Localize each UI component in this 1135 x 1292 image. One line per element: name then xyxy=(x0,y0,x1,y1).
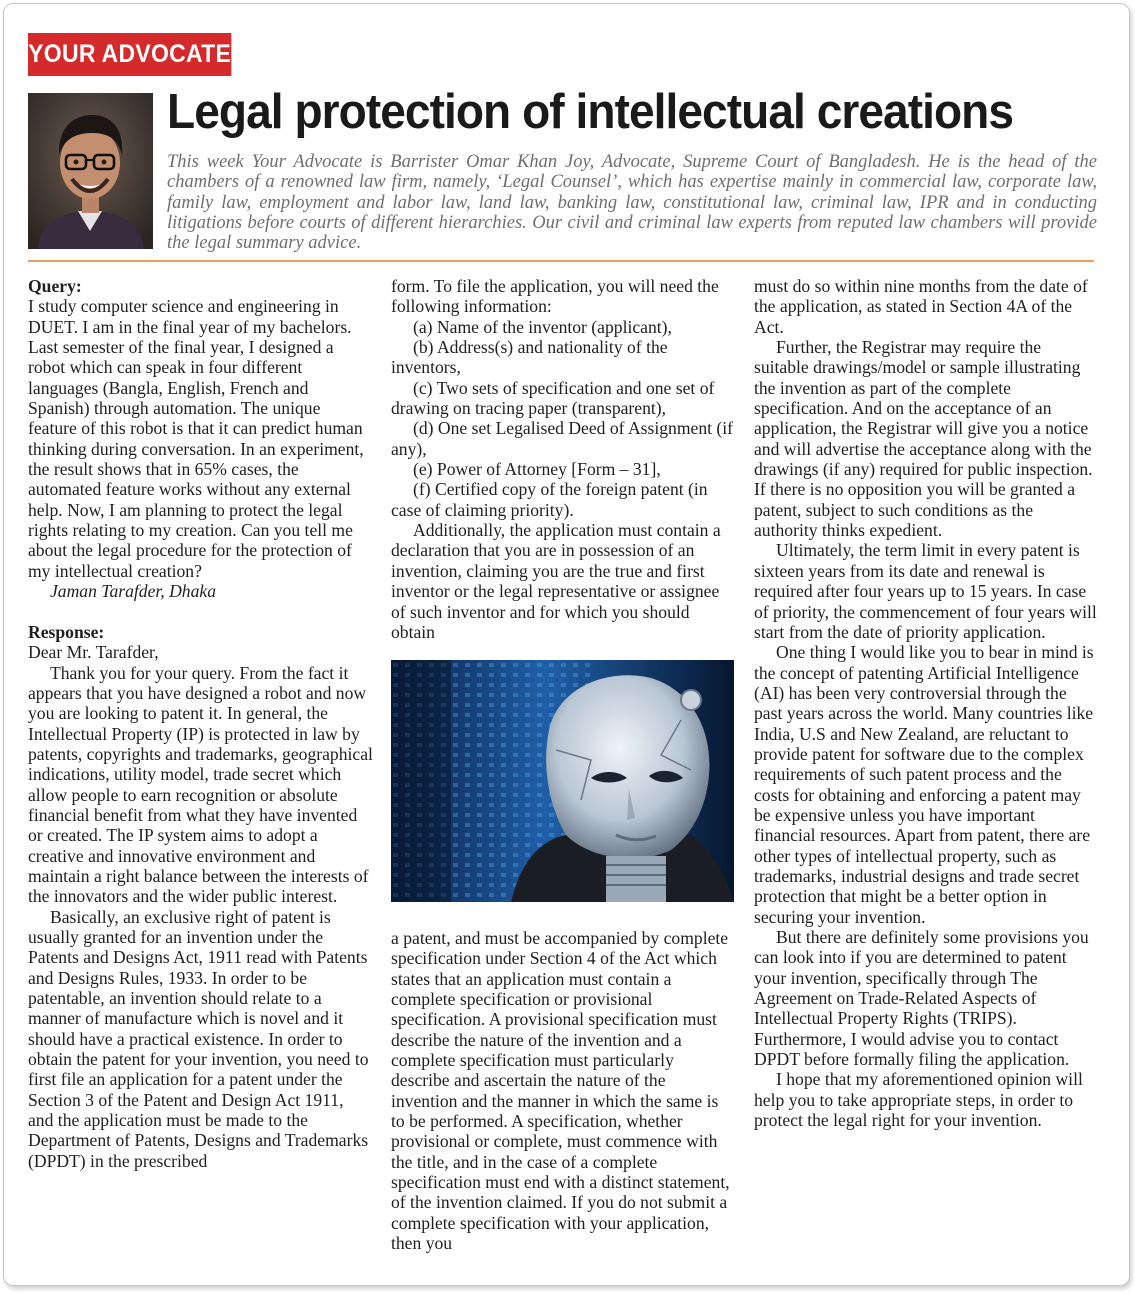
column-3-paragraph-3: One thing I would like you to bear in mind is the concept of patenting Artificial Intelligence (AI) has been very controversial through the past years across the world. Many countries like India, U.S and New Zealand, are reluctant to provide patent for software due to the complex requirements of such patent process and the costs for obtaining and enforcing a patent may be expensive unless you have important financial resources. Apart from patent, there are other types of intellectual property, such as trademarks, industrial designs and trade secret protection that might be a better option in securing your invention. xyxy=(754,642,1094,927)
query-text: I study computer science and engineering in DUET. I am in the final year of my bachelors. Last semester of the final year, I designed a robot which can speak in four different languages (Bangla, English, French and Spanish) through automation. The unique feature of this robot is that it can predict human thinking during conversation. In an experiment, the result shows that in 65% cases, the automated feature works without any external help. Now, I am planning to protect the legal rights relating to my creation. Can you tell me about the legal procedure for the protection of my intellectual creation? xyxy=(28,296,364,581)
intro-blurb: This week Your Advocate is Barrister Omar Khan Joy, Advocate, Supreme Court of Bangladesh. He is the head of the chambers of a renowned law firm, namely, ‘Legal Counsel’, which has expertise mainly in commercial law, corporate law, family law, employment and labor law, land law, banking law, constitutional law, criminal law, IPR and in conducting litigations before courts of different hierarchies. Our civil and criminal law experts from reputed law chambers will provide the legal summary advice. xyxy=(167,152,1097,254)
list-item: (e) Power of Attorney [Form – 31], xyxy=(413,459,661,480)
column-3 xyxy=(754,276,1099,1130)
column-2-bottom xyxy=(391,928,734,1254)
query-label: Query: xyxy=(28,276,82,296)
author-portrait-image xyxy=(28,93,153,249)
salutation: Dear Mr. Tarafder, xyxy=(28,642,159,663)
column-3-paragraph-1: Further, the Registrar may require the suitable drawings/model or sample illustrating the invention as part of the complete specification. And on the acceptance of an application, the Registrar will give you a notice and will advertise the acceptance along with the drawings (if any) required for public inspection. If there is no opposition you will be granted a patent, subject to such conditions as the authority thinks expedient. xyxy=(754,337,1093,541)
header-divider xyxy=(28,260,1094,262)
query-signature: Jaman Tarafder, Dhaka xyxy=(50,581,217,602)
column-2-top xyxy=(391,276,734,642)
list-item: (f) Certified copy of the foreign patent (in case of claiming priority). xyxy=(391,479,708,520)
column-2-lead: form. To file the application, you will need the following information: xyxy=(391,276,719,317)
ai-robot-image xyxy=(391,660,734,902)
column-3-paragraph-4: But there are definitely some provisions you can look into if you are determined to patent your invention, specifically through The Agreement on Trade-Related Aspects of Intellectual Property Rights (TRIPS). Furthermore, I would advise you to contact DPDT before formally filing the application. xyxy=(754,927,1089,1070)
column-3-lead: must do so within nine months from the date of the application, as stated in Section 4A of the Act. xyxy=(754,276,1088,337)
column-3-paragraph-5: I hope that my aforementioned opinion will help you to take appropriate steps, in order to protect the legal right for your invention. xyxy=(754,1069,1083,1131)
list-item: (c) Two sets of specification and one set of drawing on tracing paper (transparent), xyxy=(391,377,715,419)
response-label: Response: xyxy=(28,621,105,642)
column-1 xyxy=(28,276,373,1171)
section-tag: YOUR ADVOCATE xyxy=(28,33,231,76)
list-item: (a) Name of the inventor (applicant), xyxy=(413,316,672,337)
additional-paragraph: Additionally, the application must contain a declaration that you are in possession of an invention, claiming you are the true and first inventor or the legal representative or assignee of such inventor and for which you should obtain xyxy=(391,520,721,642)
headline: Legal protection of intellectual creations xyxy=(167,85,1014,139)
list-item: (b) Address(s) and nationality of the inventors, xyxy=(391,337,668,378)
continuation-paragraph: a patent, and must be accompanied by complete specification under Section 4 of the Act which states that an application must contain a complete specification or provisional specification. A provisional specification must describe the nature of the invention and a complete specification must particularly describe and ascertain the nature of the invention and the manner in which the same is to be performed. A specification, whether provisional or complete, must commence with the title, and in the case of a complete specification must end with a distinct statement, of the invention claimed. If you do not submit a complete specification with your application, then you xyxy=(391,928,730,1254)
author-photo xyxy=(28,93,153,249)
response-paragraph-2: Basically, an exclusive right of patent is usually granted for an invention under the Patents and Designs Act, 1911 read with Patents and Designs Rules, 1933. In order to be patentable, an invention should relate to a manner of manufacture which is novel and it should have a practical existence. In order to obtain the patent for your invention, you need to first file an application for a patent under the Section 3 of the Patent and Design Act 1911, and the application must be made to the Department of Patents, Designs and Trademarks (DPDT) in the prescribed xyxy=(28,906,369,1171)
robot-illustration xyxy=(391,660,734,902)
list-item: (d) One set Legalised Deed of Assignment (if any), xyxy=(391,418,734,459)
response-paragraph-1: Thank you for your query. From the fact it appears that you have designed a robot and now you are looking to patent it. In general, the Intellectual Property (IP) is protected in law by patents, copyrights and trademarks, geographical indications, utility model, trade secret which allow people to earn recognition or absolute financial benefit from what they have invented or created. The IP system aims to adopt a creative and innovative environment and maintain a right balance between the interests of the innovators and the wider public interest. xyxy=(28,662,373,907)
column-3-paragraph-2: Ultimately, the term limit in every patent is sixteen years from its date and renewal is required after four years up to 15 years. In case of priority, the commencement of four years will start from the date of priority application. xyxy=(754,540,1097,642)
